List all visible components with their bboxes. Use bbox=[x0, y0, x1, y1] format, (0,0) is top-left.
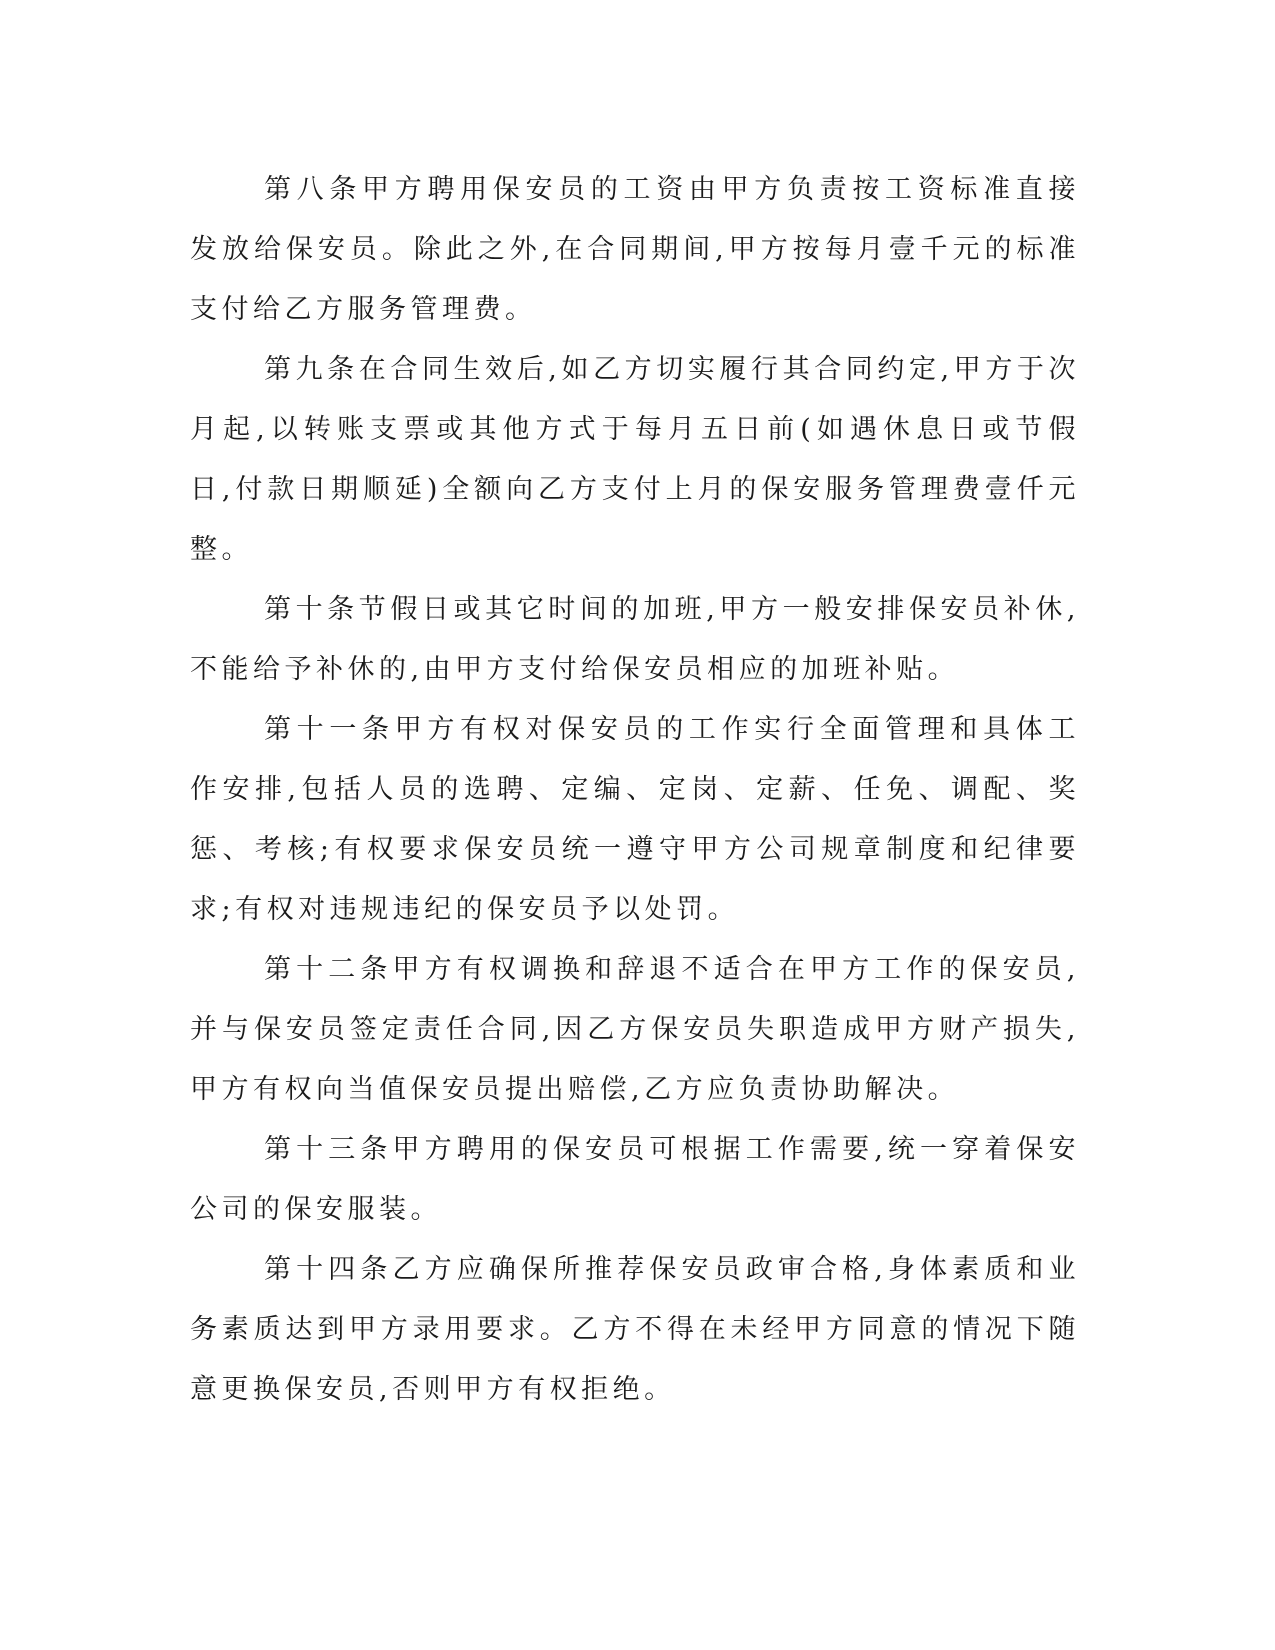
article-9-paragraph: 第九条在合同生效后,如乙方切实履行其合同约定,甲方于次月起,以转账支票或其他方式于每月五日前(如遇休息日或节假日,付款日期顺延)全额向乙方支付上月的保安服务管理费壹仟元整。 bbox=[190, 354, 1080, 565]
article-13-paragraph: 第十三条甲方聘用的保安员可根据工作需要,统一穿着保安公司的保安服装。 bbox=[190, 1134, 1080, 1225]
article-8-paragraph: 第八条甲方聘用保安员的工资由甲方负责按工资标准直接发放给保安员。除此之外,在合同期间,甲方按每月壹千元的标准支付给乙方服务管理费。 bbox=[190, 174, 1080, 325]
article-12-paragraph: 第十二条甲方有权调换和辞退不适合在甲方工作的保安员,并与保安员签定责任合同,因乙方保安员失职造成甲方财产损失,甲方有权向当值保安员提出赔偿,乙方应负责协助解决。 bbox=[190, 954, 1080, 1105]
document-body bbox=[190, 160, 1080, 1420]
article-10-paragraph: 第十条节假日或其它时间的加班,甲方一般安排保安员补休,不能给予补休的,由甲方支付给保安员相应的加班补贴。 bbox=[190, 594, 1080, 685]
article-11-paragraph: 第十一条甲方有权对保安员的工作实行全面管理和具体工作安排,包括人员的选聘、定编、定岗、定薪、任免、调配、奖惩、考核;有权要求保安员统一遵守甲方公司规章制度和纪律要求;有权对违规违纪的保安员予以处罚。 bbox=[190, 714, 1080, 925]
article-14-paragraph: 第十四条乙方应确保所推荐保安员政审合格,身体素质和业务素质达到甲方录用要求。乙方不得在未经甲方同意的情况下随意更换保安员,否则甲方有权拒绝。 bbox=[190, 1254, 1080, 1405]
